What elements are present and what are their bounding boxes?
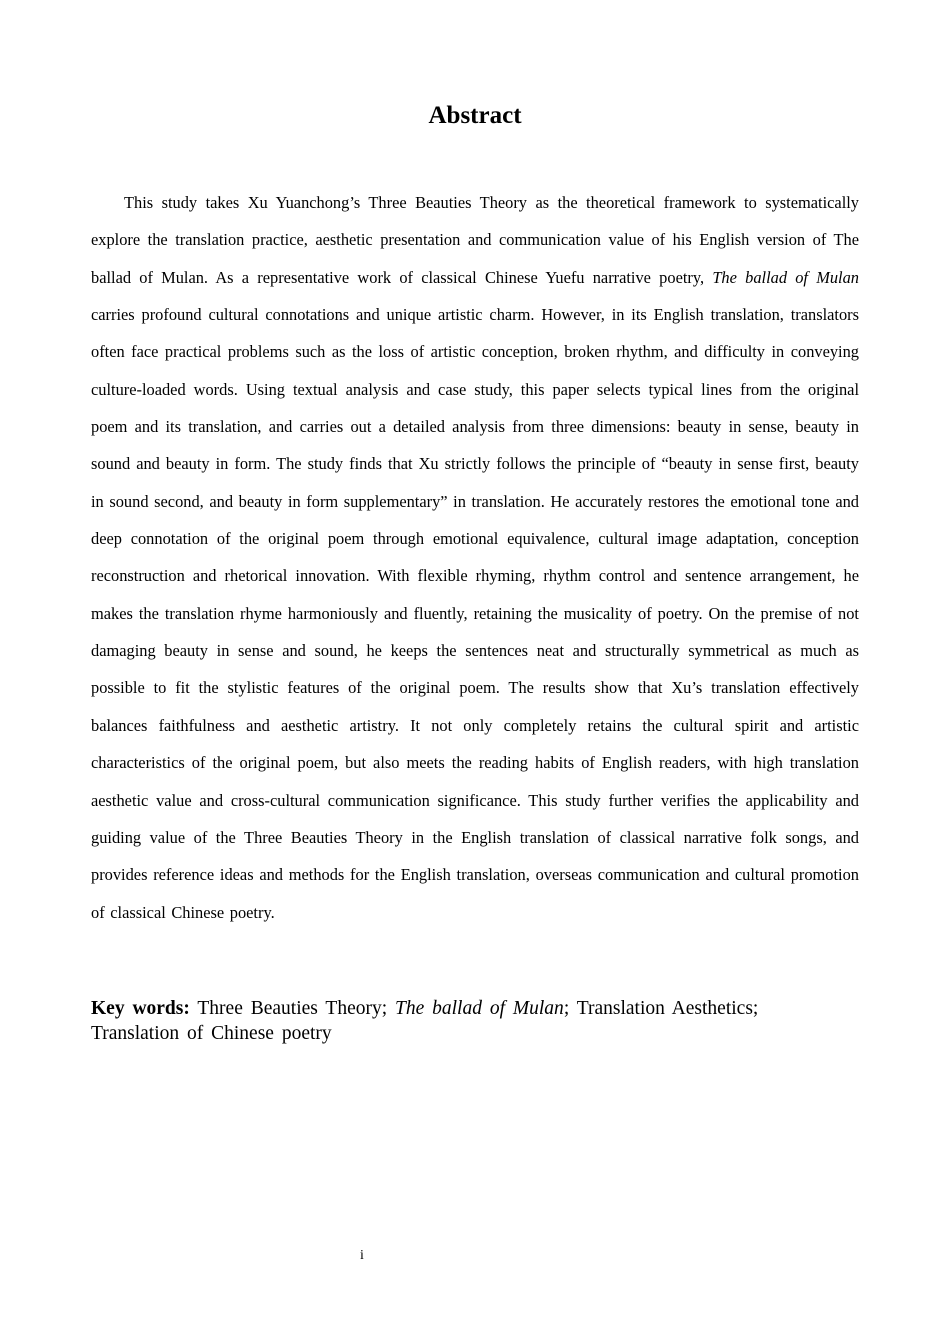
- abstract-paragraph: [91, 184, 859, 931]
- abstract-text-part-2: carries profound cultural connotations and unique artistic charm. However, in its English translation, translators often face practical problems such as the loss of artistic conception, broken rhythm, and difficulty in conveying culture-loaded words. Using textual analysis and case study, this paper selects typical lines from the original poem and its translation, and carries out a detailed analysis from three dimensions: beauty in sense, beauty in sound and beauty in form. The study finds that Xu strictly follows the principle of “beauty in sense first, beauty in sound second, and beauty in form supplementary” in translation. He accurately restores the emotional tone and deep connotation of the original poem through emotional equivalence, cultural image adaptation, conception reconstruction and rhetorical innovation. With flexible rhyming, rhythm control and sentence arrangement, he makes the translation rhyme harmoniously and fluently, retaining the musicality of poetry. On the premise of not damaging beauty in sense and sound, he keeps the sentences neat and structurally symmetrical as much as possible to fit the stylistic features of the original poem. The results show that Xu’s translation effectively balances faithfulness and aesthetic artistry. It not only completely retains the cultural spirit and artistic characteristics of the original poem, but also meets the reading habits of English readers, with high translation aesthetic value and cross-cultural communication significance. This study further verifies the applicability and guiding value of the Three Beauties Theory in the English translation of classical narrative folk songs, and provides reference ideas and methods for the English translation, overseas communication and cultural promotion of classical Chinese poetry.: [91, 305, 859, 922]
- keyword-item-1: Three Beauties Theory;: [189, 998, 396, 1019]
- abstract-title: Abstract: [428, 102, 522, 129]
- keyword-item-2: The ballad of Mulan: [395, 998, 564, 1019]
- abstract-italic-title: The ballad of Mulan: [712, 267, 859, 287]
- abstract-text-part-1: This study takes Xu Yuanchong’s Three Beauties Theory as the theoretical framework to systematically explore the translation practice, aesthetic presentation and communication value of his English version of The ballad of Mulan. As a representative work of classical Chinese Yuefu narrative poetry,: [91, 193, 859, 287]
- keywords-line: [91, 996, 791, 1046]
- keywords-label: Key words:: [91, 998, 190, 1019]
- page-number: i: [360, 1248, 364, 1263]
- keyword-item-3: ; Translation Aesthetics; Translation of Chinese poetry: [91, 998, 759, 1044]
